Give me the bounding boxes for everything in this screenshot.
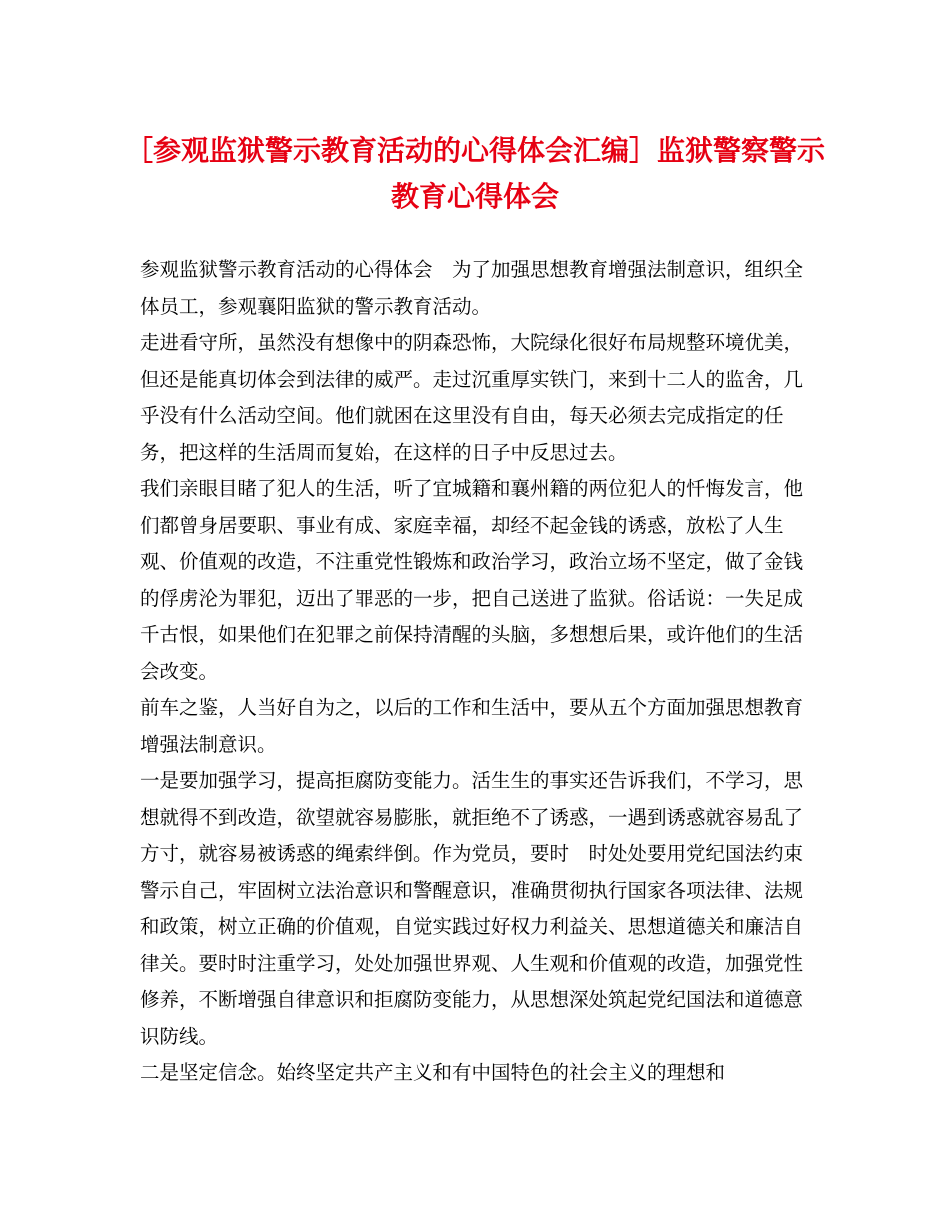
document-title: ［参观监狱警示教育活动的心得体会汇编］监狱警察警示教育心得体会: [124, 134, 825, 213]
document-body: [140, 252, 820, 1092]
paragraph: 二是坚定信念。始终坚定共产主义和有中国特色的社会主义的理想和: [140, 1061, 726, 1084]
paragraph: 我们亲眼目睹了犯人的生活，听了宜城籍和襄州籍的两位犯人的忏悔发言，他们都曾身居要职、事业有成、家庭幸福，却经不起金钱的诱惑，放松了人生观、价值观的改造，不注重党性锻炼和政治学习，政治立场不坚定，做了金钱的俘虏沦为罪犯，迈出了罪恶的一步，把自己送进了监狱。俗话说：一失足成千古恨，如果他们在犯罪之前保持清醒的头脑，多想想后果，或许他们的生活会改变。: [140, 477, 804, 683]
paragraph: 一是要加强学习，提高拒腐防变能力。活生生的事实还告诉我们，不学习，思想就得不到改造，欲望就容易膨胀，就拒绝不了诱惑，一遇到诱惑就容易乱了方寸，就容易被诱惑的绳索绊倒。作为党员，要时 时处处要用党纪国法约束警示自己，牢固树立法治意识和警醒意识，准确贯彻执行国家各项法律、法规和政策，树立正确的价值观，自觉实践过好权力利益关、思想道德关和廉洁自律关。要时时注重学习，处处加强世界观、人生观和价值观的改造，加强党性修养，不断增强自律意识和拒腐防变能力，从思想深处筑起党纪国法和道德意识防线。: [140, 769, 804, 1048]
paragraph: 前车之鉴，人当好自为之，以后的工作和生活中，要从五个方面加强思想教育增强法制意识。: [140, 696, 804, 756]
paragraph: 走进看守所，虽然没有想像中的阴森恐怖，大院绿化很好布局规整环境优美，但还是能真切体会到法律的威严。走过沉重厚实铁门，来到十二人的监舍，几乎没有什么活动空间。他们就困在这里没有自由，每天必须去完成指定的任务，把这样的生活周而复始，在这样的日子中反思过去。: [140, 331, 804, 464]
paragraph: 参观监狱警示教育活动的心得体会 为了加强思想教育增强法制意识，组织全体员工，参观襄阳监狱的警示教育活动。: [140, 258, 804, 318]
